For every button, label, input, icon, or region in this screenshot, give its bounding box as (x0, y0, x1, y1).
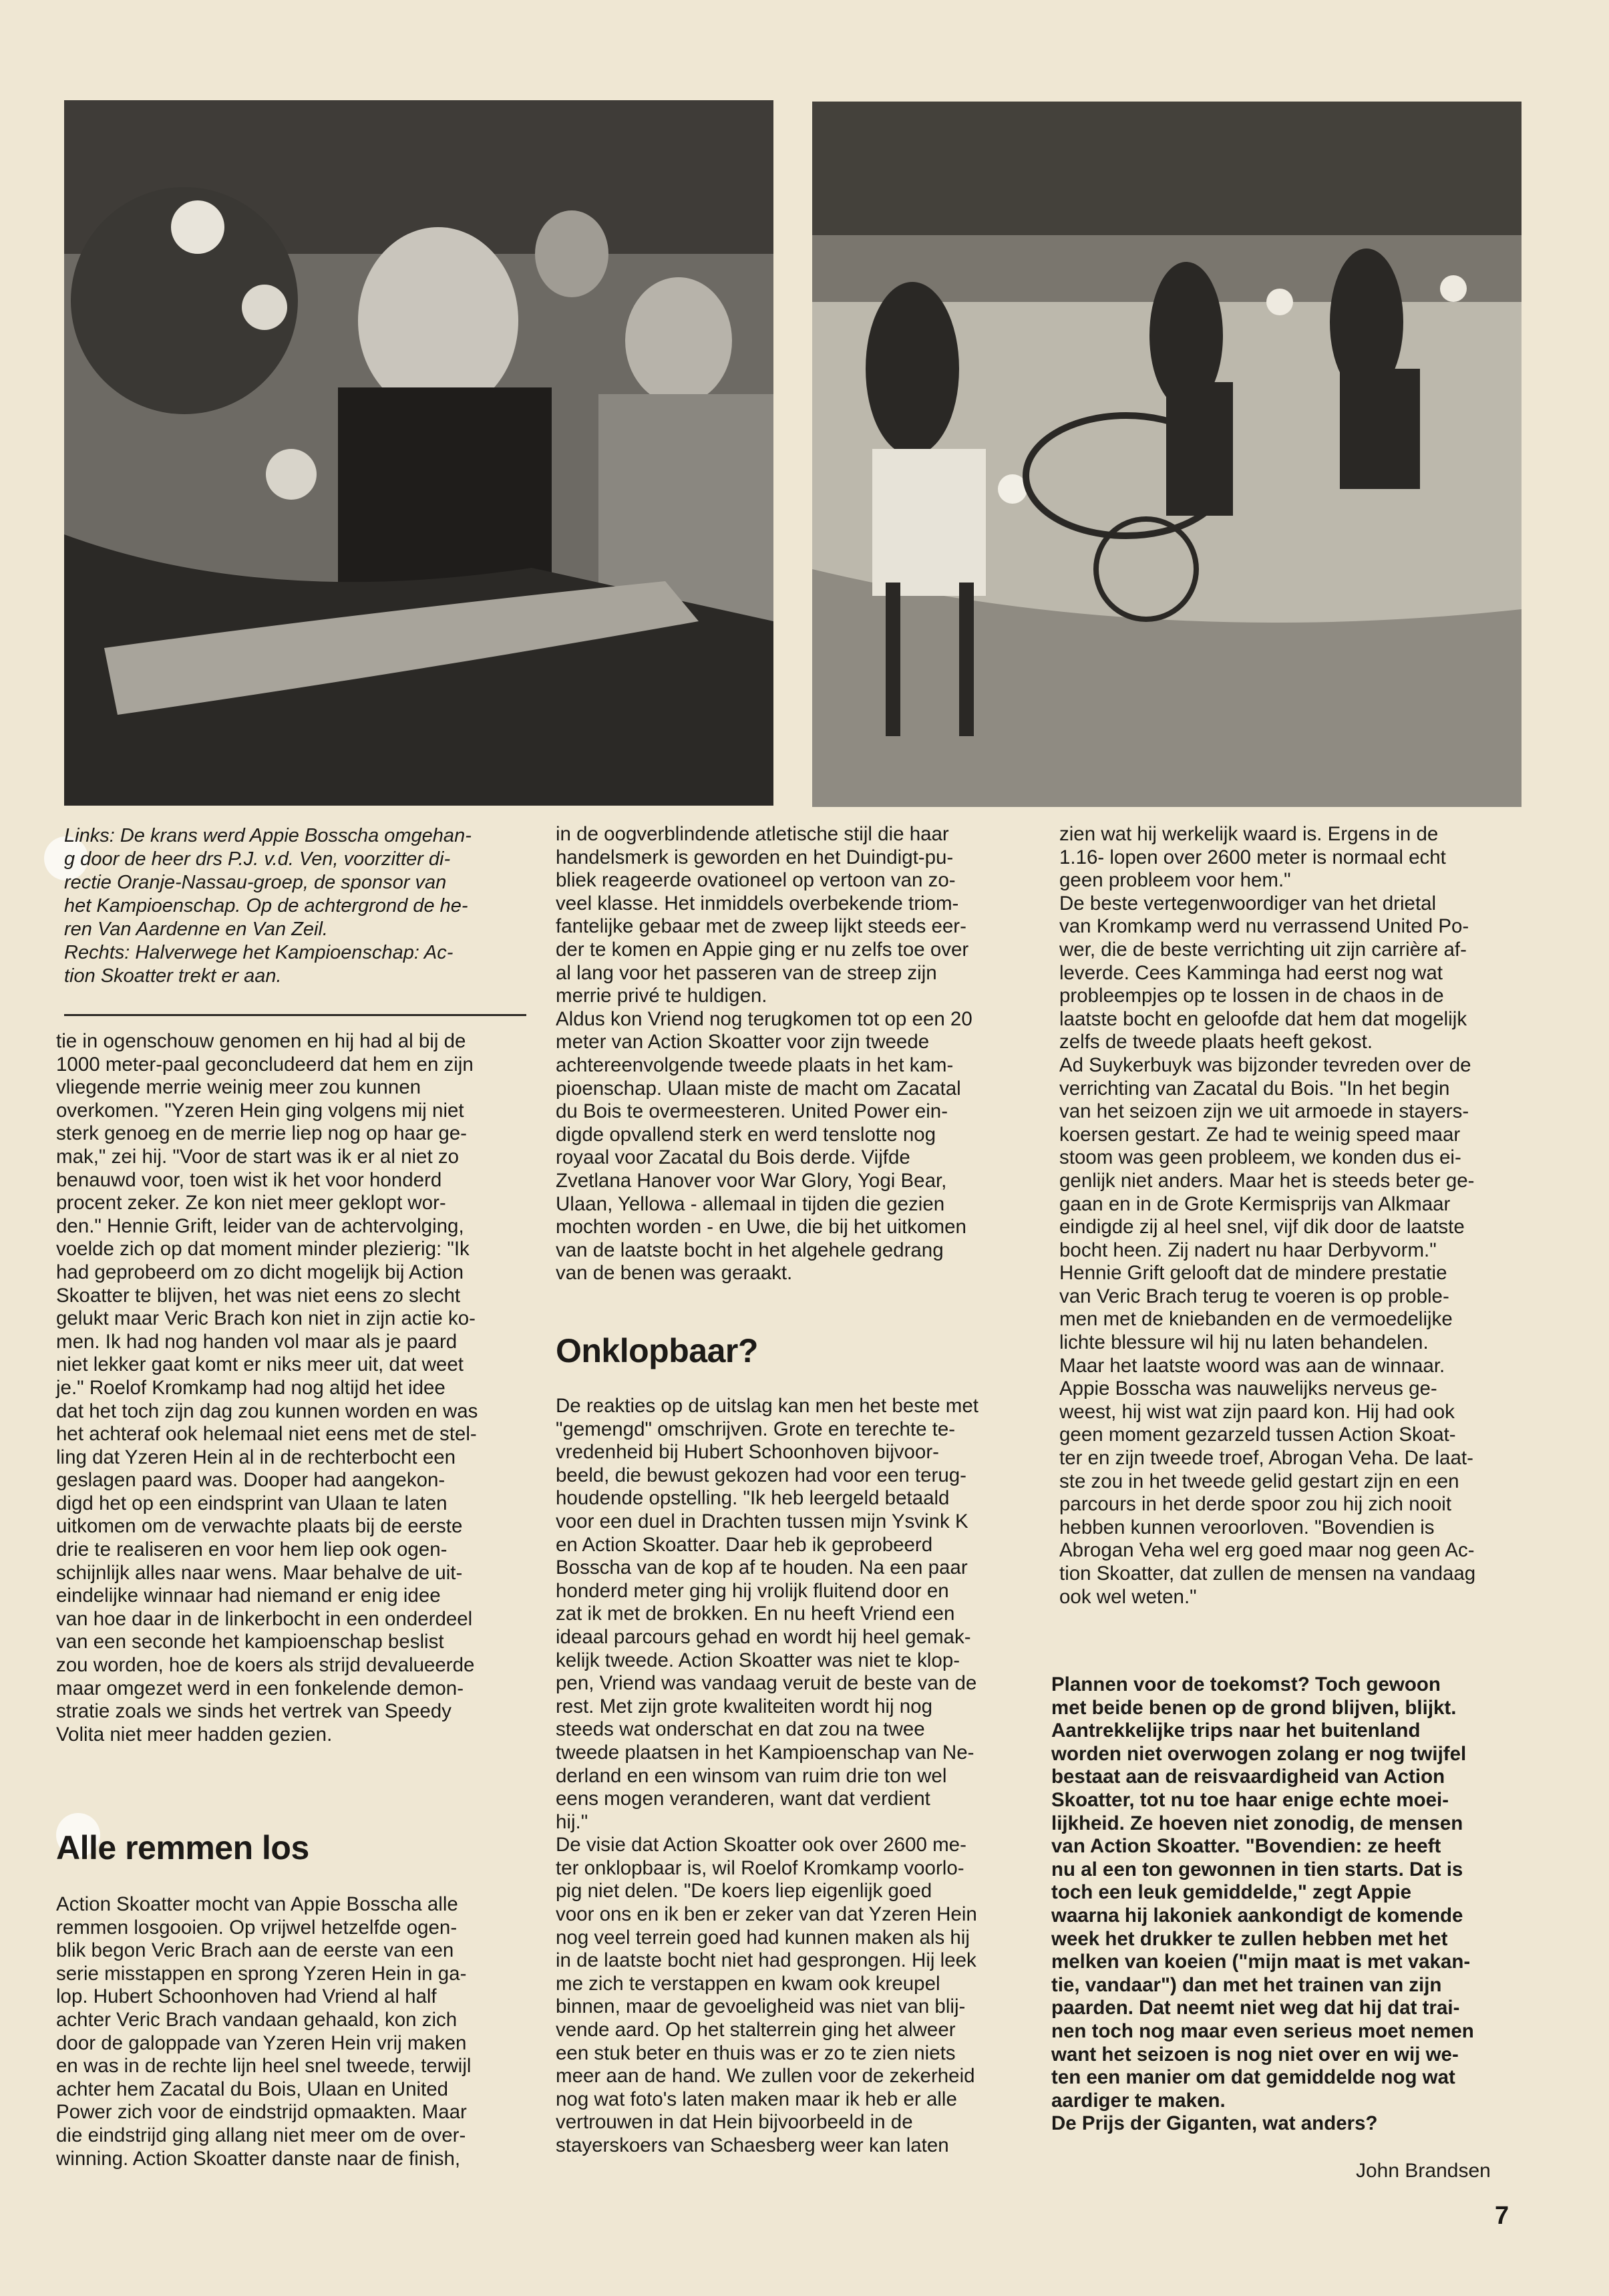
photo-horse-race (812, 102, 1522, 807)
photo-horse-race-image (812, 102, 1522, 807)
article-column-1 (56, 1030, 530, 1746)
article-paragraph-bold: Plannen voor de toekomst? Toch gewoon met beide benen op de grond blijven, blijkt. Aantrekkelijke trips naar het buitenland worden niet overwogen zolang er nog twijfel bestaat aan de reisvaardigheid van Action Skoatter, tot nu toe haar enige echte moei- lijkheid. Ze hoeven niet zonodig, de mensen van Action Skoatter. "Bovendien: ze heeft nu al een ton gewonnen in tien starts. Dat is toch een leuk gemiddelde," zegt Appie waarna hij lakoniek aankondigt de komende week het drukker te zullen hebben met het melken van koeien ("mijn maat is met vakan- tie, vandaar") dan met het trainen van zijn paarden. Dat neemt niet weg dat hij dat trai- nen toch nog maar even serieus moet nemen want het seizoen is nog niet over en wij we- ten een manier om dat gemiddelde nog wat aardiger te maken. De Prijs der Giganten, wat anders? (1051, 1673, 1474, 2135)
photo-ceremony (64, 100, 773, 806)
article-paragraph: Action Skoatter mocht van Appie Bosscha alle remmen losgooien. Op vrijwel hetzelfde ogen- blik begon Veric Brach aan de eerste van een serie misstappen en sprong Yzeren Hein in ga- lop. Hubert Schoonhoven had Vriend al half achter Veric Brach vandaan gehaald, kon zich door de galoppade van Yzeren Hein vrij maken en was in de rechte lijn heel snel tweede, terwijl achter hem Zacatal du Bois, Ulaan en United Power zich voor de eindstrijd opmaakten. Maar die eindstrijd ging allang niet meer om de over- winning. Action Skoatter danste naar de finish, (56, 1893, 472, 2170)
photo-ceremony-image (64, 100, 773, 806)
page-number: 7 (1495, 2202, 1509, 2230)
caption-divider (64, 1014, 526, 1016)
article-column-1-continued (56, 1893, 530, 2170)
article-paragraph: tie in ogenschouw genomen en hij had al bij de 1000 meter-paal geconcludeerd dat hem en zijn vliegende merrie weinig meer zou kunnen overkomen. "Yzeren Hein ging volgens mij niet sterk genoeg en de merrie liep nog op haar ge- mak," zei hij. "Voor de start was ik er al niet zo benauwd voor, toen wist ik het voor honderd procent zeker. Ze kon niet meer geklopt wor- den." Hennie Grift, leider van de achtervolging, voelde zich op dat moment minder plezierig: "Ik had geprobeerd om zo dicht mogelijk bij Action Skoatter te blijven, het was niet eens zo slecht gelukt maar Veric Brach kon niet in zijn actie ko- men. Ik had nog handen vol maar als je paard niet lekker gaat komt er niks meer uit, dat weet je." Roelof Kromkamp had nog altijd het idee dat het toch zijn dag zou kunnen worden en was het achteraf ook helemaal niet eens met de stel- ling dat Yzeren Hein al in de rechterbocht een geslagen paard was. Dooper had aangekon- digd het op een eindsprint van Ulaan te laten uitkomen om de verwachte plaats bij de eerste drie te realiseren en voor hem liep ook ogen- schijnlijk alles naar wens. Maar behalve de uit- eindelijke winnaar had niemand er enig idee van hoe daar in de linkerbocht in een onderdeel van een seconde het kampioenschap beslist zou worden, hoe de koers als strijd devalueerde maar omgezet werd in een fonkelende demon- stratie zoals we sinds het vertrek van Speedy Volita niet meer hadden gezien. (56, 1030, 478, 1746)
article-column-3 (1059, 823, 1534, 1609)
article-paragraph: in de oogverblindende atletische stijl die haar handelsmerk is geworden en het Duindigt-pu- bliek reageerde ovationeel op vertoon van zo- veel klasse. Het inmiddels overbekende triom- fantelijke gebaar met de zweep lijkt steeds eer- der te komen en Appie ging er nu zelfs toe over al lang voor het passeren van de streep zijn merrie privé te huldigen. Aldus kon Vriend nog terugkomen tot op een 20 meter van Action Skoatter voor zijn tweede achtereenvolgende tweede plaats in het kam- pioenschap. Ulaan miste de macht om Zacatal du Bois te overmeesteren. United Power ein- digde opvallend sterk en werd tenslotte nog royaal voor Zacatal du Bois derde. Vijfde Zvetlana Hanover voor War Glory, Yogi Bear, Ulaan, Yellowa - allemaal in tijden die gezien mochten worden - en Uwe, die bij het uitkomen van de laatste bocht in het algehele gedrang van de benen was geraakt. (556, 823, 972, 1285)
author-byline: John Brandsen (1356, 2160, 1491, 2182)
article-paragraph: zien wat hij werkelijk waard is. Ergens in de 1.16- lopen over 2600 meter is normaal echt geen probleem voor hem." De beste vertegenwoordiger van het drietal van Kromkamp werd nu verrassend United Po- wer, die de beste verrichting uit zijn carrière af- leverde. Cees Kamminga had eerst nog wat probleempjes op te lossen in de chaos in de laatste bocht en geloofde dat hem dat mogelijk zelfs de tweede plaats heeft gekost. Ad Suykerbuyk was bijzonder tevreden over de verrichting van Zacatal du Bois. "In het begin van het seizoen zijn we uit armoede in stayers- koersen gestart. Ze had te weinig speed maar stoom was geen probleem, we konden dus ei- genlijk niet anders. Maar het is steeds beter ge- gaan en in de Grote Kermisprijs van Alkmaar eindigde zij al heel snel, vijf dik door de laatste bocht heen. Zij nadert nu haar Derbyvorm." Hennie Grift gelooft dat de mindere prestatie van Veric Brach terug te voeren is op proble- men met de kniebanden en de vermoedelijke lichte blessure wil hij nu laten behandelen. Maar het laatste woord was aan de winnaar. Appie Bosscha was nauwelijks nerveus ge- weest, hij wist wat zijn paard kon. Hij had ook geen moment gezarzeld tussen Action Skoat- ter en zijn tweede troef, Abrogan Veha. De laat- ste zou in het tweede gelid gestart zijn en een parcours in het derde spoor zou hij zich nooit hebben kunnen veroorloven. "Bovendien is Abrogan Veha wel erg goed maar nog geen Ac- tion Skoatter, dat zullen de mensen na vandaag ook wel weten." (1059, 823, 1476, 1608)
article-column-2-continued (556, 1395, 1031, 2158)
article-closing-bold (1051, 1673, 1534, 2136)
subheading-alle-remmen-los: Alle remmen los (56, 1829, 309, 1866)
subheading-onklopbaar: Onklopbaar? (556, 1332, 758, 1369)
photo-caption: Links: De krans werd Appie Bosscha omgehan- g door de heer drs P.J. v.d. Ven, voorzitter di- rectie Oranje-Nassau-groep, de sponsor van het Kampioenschap. Op de achtergrond de he- ren Van Aardenne en Van Zeil. Rechts: Halverwege het Kampioenschap: Ac- tion Skoatter trekt er aan. (64, 825, 472, 987)
article-paragraph: De reakties op de uitslag kan men het beste met "gemengd" omschrijven. Grote en terechte te- vredenheid bij Hubert Schoonhoven bijvoor- beeld, die bewust gekozen had voor een terug- houdende opstelling. "Ik heb leergeld betaald voor een duel in Drachten tussen mijn Ysvink K en Action Skoatter. Daar heb ik geprobeerd Bosscha van de kop af te houden. Na een paar honderd meter ging hij vrolijk fluitend door en zat ik met de brokken. En nu heeft Vriend een ideaal parcours gehad en wordt hij heel gemak- kelijk tweede. Action Skoatter was niet te klop- pen, Vriend was vandaag veruit de beste van de rest. Met zijn grote kwaliteiten wordt hij nog steeds wat onderschat en dat zou na twee tweede plaatsen in het Kampioenschap van Ne- derland en een winsom van ruim drie ton wel eens mogen veranderen, want dat verdient hij." De visie dat Action Skoatter ook over 2600 me- ter onklopbaar is, wil Roelof Kromkamp voorlo- pig niet delen. "De koers liep eigenlijk goed voor ons en ik ben er zeker van dat Yzeren Hein nog veel terrein goed had kunnen maken als hij in de laatste bocht niet had gesprongen. Hij leek me zich te verstappen en kwam ook kreupel binnen, maar de gevoeligheid was niet van blij- vende aard. Op het stalterrein ging het alweer een stuk beter en thuis was er zo te zien niets meer aan de hand. We zullen voor de zekerheid nog wat foto's laten maken maar ik heb er alle vertrouwen in dat Hein bijvoorbeeld in de stayerskoers van Schaesberg weer kan laten (556, 1395, 978, 2156)
article-column-2 (556, 823, 1031, 1285)
